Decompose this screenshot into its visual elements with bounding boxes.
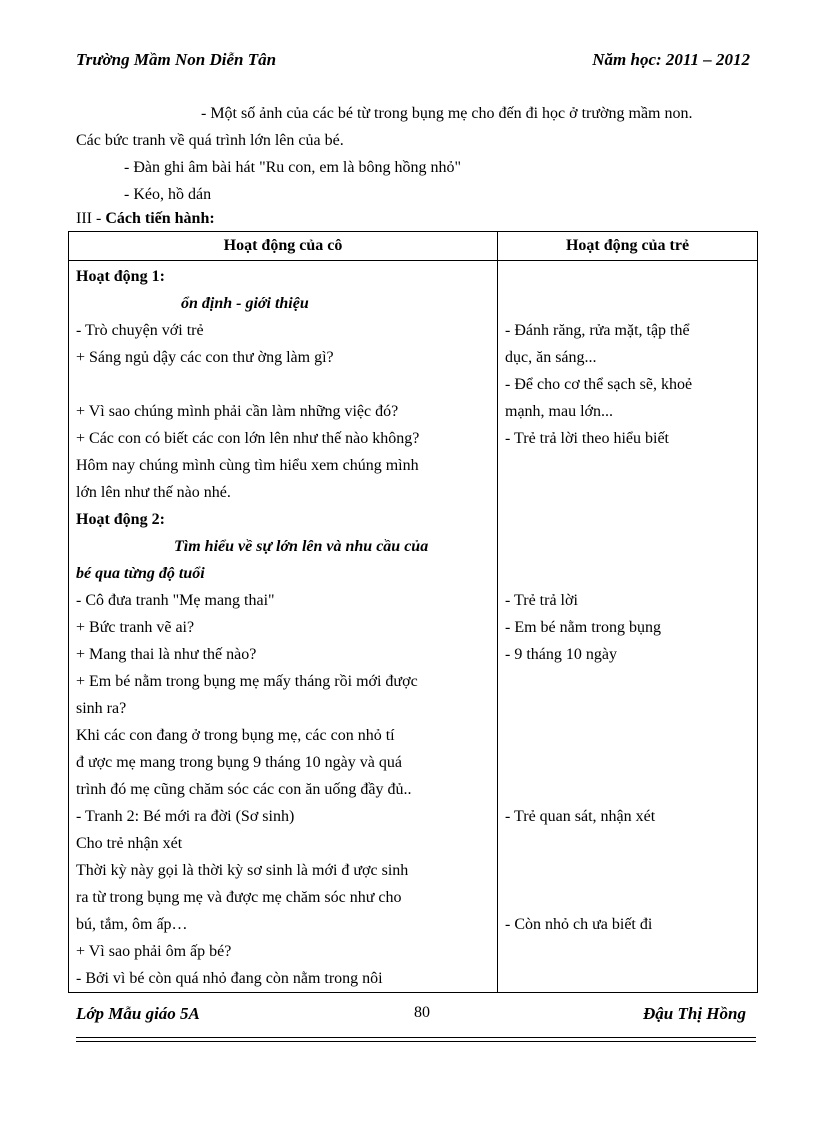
teacher-line: + Bức tranh vẽ ai? [76, 619, 195, 636]
child-line [505, 830, 751, 857]
teacher-line: bú, tắm, ôm ấp… [76, 916, 188, 933]
teacher-line: - Tranh 2: Bé mới ra đời (Sơ sinh) [76, 808, 295, 825]
school-name: Trường Mầm Non Diễn Tân [76, 50, 277, 69]
activity-heading: Hoạt động 1: [76, 268, 165, 285]
child-line [505, 506, 751, 533]
child-line: - Đánh răng, rửa mặt, tập thể [505, 322, 690, 339]
intro-line: - Kéo, hồ dán [124, 186, 212, 203]
teacher-line: - Cô đưa tranh "Mẹ mang thai" [76, 592, 275, 609]
child-line [505, 749, 751, 776]
child-line: - 9 tháng 10 ngày [505, 646, 617, 663]
child-line [505, 695, 751, 722]
intro-line: - Một số ảnh của các bé từ trong bụng mẹ cho đến đi học ở trường mầm non. [201, 105, 693, 122]
activity-subtitle: bé qua từng độ tuổi [76, 565, 205, 582]
teacher-line: + Em bé nằm trong bụng mẹ mấy tháng rồi mới được [76, 673, 418, 690]
teacher-line: trình đó mẹ cũng chăm sóc các con ăn uống đầy đủ.. [76, 781, 412, 798]
child-line [505, 479, 751, 506]
child-line: - Trẻ trả lời [505, 592, 578, 609]
child-column-header: Hoạt động của trẻ [498, 232, 758, 261]
teacher-line: Cho trẻ nhận xét [76, 835, 183, 852]
child-line [505, 965, 751, 992]
child-line: - Em bé nằm trong bụng [505, 619, 661, 636]
teacher-line: + Mang thai là như thế nào? [76, 646, 257, 663]
teacher-name: Đậu Thị Hồng [643, 1004, 746, 1023]
child-line: - Còn nhỏ ch ưa biết đi [505, 916, 653, 933]
school-year: Năm học: 2011 – 2012 [592, 50, 750, 69]
teacher-line: lớn lên như thế nào nhé. [76, 484, 231, 501]
materials-list [76, 100, 766, 208]
child-line [505, 722, 751, 749]
teacher-activities-cell [69, 261, 498, 993]
child-line: - Để cho cơ thể sạch sẽ, khoẻ [505, 376, 693, 393]
page-number: 80 [414, 1004, 430, 1021]
footer-divider [76, 1041, 756, 1042]
intro-line: Các bức tranh về quá trình lớn lên của bé. [76, 132, 344, 149]
intro-line: - Đàn ghi âm bài hát "Ru con, em là bông hồng nhỏ" [124, 159, 461, 176]
activity-subtitle: ổn định - giới thiệu [181, 295, 309, 312]
page-header [76, 50, 750, 72]
teacher-line: Thời kỳ này gọi là thời kỳ sơ sinh là mới đ ược sinh [76, 862, 409, 879]
section-title: Cách tiến hành: [105, 210, 215, 227]
teacher-line: + Sáng ngủ dậy các con thư ờng làm gì? [76, 349, 334, 366]
teacher-line: + Vì sao phải ôm ấp bé? [76, 943, 232, 960]
teacher-line: Hôm nay chúng mình cùng tìm hiểu xem chúng mình [76, 457, 419, 474]
section-heading [76, 207, 215, 231]
teacher-line: - Bởi vì bé còn quá nhỏ đang còn nằm trong nôi [76, 970, 383, 987]
activity-table [68, 231, 758, 993]
class-name: Lớp Mẫu giáo 5A [76, 1004, 200, 1023]
section-number: III - [76, 210, 102, 227]
teacher-line: Khi các con đang ở trong bụng mẹ, các con nhỏ tí [76, 727, 395, 744]
child-line: - Trẻ trả lời theo hiểu biết [505, 430, 669, 447]
child-line [505, 857, 751, 884]
teacher-line: ra từ trong bụng mẹ và được mẹ chăm sóc như cho [76, 889, 402, 906]
child-line [505, 452, 751, 479]
child-line: - Trẻ quan sát, nhận xét [505, 808, 656, 825]
child-line: mạnh, mau lớn... [505, 403, 613, 420]
child-activities-cell [498, 261, 758, 993]
child-line [505, 290, 751, 317]
child-line [505, 776, 751, 803]
child-line [505, 938, 751, 965]
activity-heading: Hoạt động 2: [76, 511, 165, 528]
child-line: dục, ăn sáng... [505, 349, 597, 366]
footer-divider [76, 1037, 756, 1038]
teacher-line [76, 371, 491, 398]
child-line [505, 884, 751, 911]
activity-subtitle: Tìm hiểu về sự lớn lên và nhu cầu của [174, 538, 429, 555]
child-line [505, 533, 751, 560]
teacher-line: sinh ra? [76, 700, 127, 717]
child-line [505, 668, 751, 695]
child-line [505, 560, 751, 587]
page-footer [76, 1004, 750, 1030]
teacher-column-header: Hoạt động của cô [69, 232, 498, 261]
teacher-line: + Các con có biết các con lớn lên như thế nào không? [76, 430, 420, 447]
teacher-line: - Trò chuyện với trẻ [76, 322, 204, 339]
teacher-line: + Vì sao chúng mình phải cần làm những việc đó? [76, 403, 399, 420]
child-line [505, 263, 751, 290]
teacher-line: đ ược mẹ mang trong bụng 9 tháng 10 ngày và quá [76, 754, 402, 771]
